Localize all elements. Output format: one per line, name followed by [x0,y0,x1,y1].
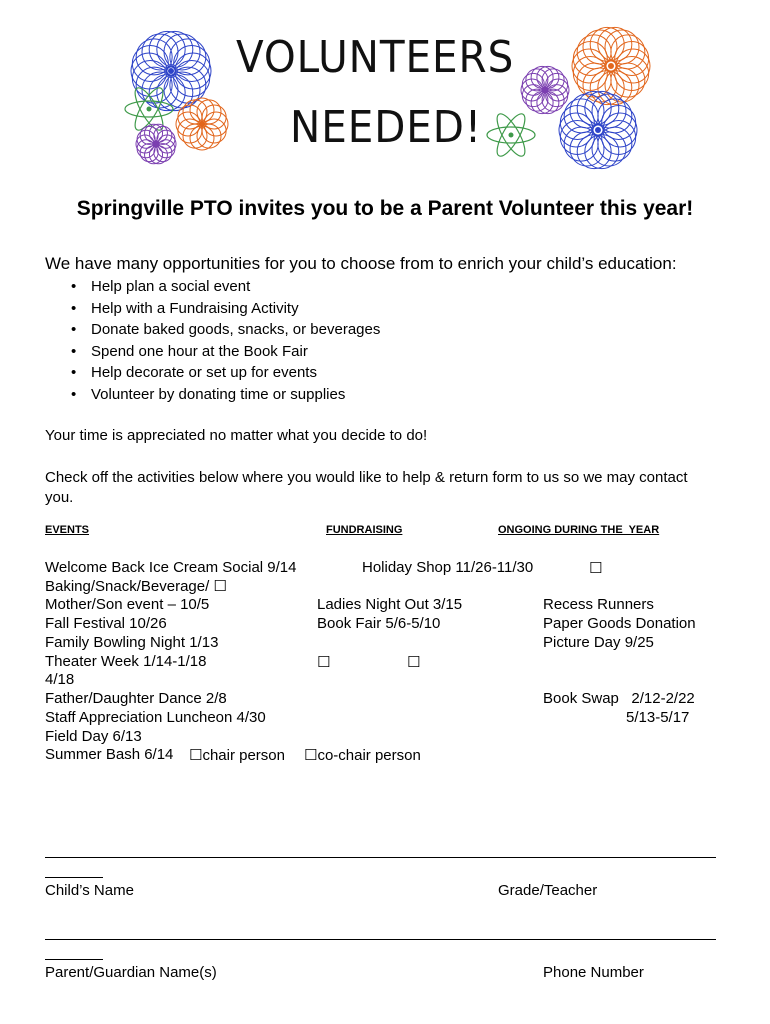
list-item: • Help plan a social event [45,276,380,298]
spirograph-purple-small-left [134,122,178,166]
child-name-label: Child’s Name [45,882,134,899]
ongoing-item-recess-runners[interactable]: Recess Runners [543,596,654,613]
ongoing-item-book-swap-dates[interactable]: 5/13-5/17 [626,709,690,726]
parent-name-label: Parent/Guardian Name(s) [45,964,217,981]
events-column-header: EVENTS [45,524,90,536]
list-item: • Help decorate or set up for events [45,362,380,384]
list-item: • Spend one hour at the Book Fair [45,341,380,363]
event-item[interactable]: Field Day 6/13 [45,728,142,745]
event-item[interactable]: 4/18 [45,671,75,688]
spirograph-orange-star-left [174,96,230,152]
spirograph-blue-large-right [556,88,640,172]
parent-name-line[interactable] [45,939,716,940]
fundraising-item-holiday-shop[interactable]: Holiday Shop 11/26-11/30 [362,559,534,576]
banner-title-line2: NEEDED! [290,102,483,153]
appreciation-text: Your time is appreciated no matter what you decide to do! [45,427,428,444]
child-name-underline [45,877,103,878]
event-item[interactable]: Father/Daughter Dance 2/8 [45,690,227,707]
event-item[interactable]: Mother/Son event – 10/5 [45,596,210,613]
ongoing-item-book-swap[interactable]: Book Swap 2/12-2/22 [543,690,695,707]
banner-title-line1: VOLUNTEERS [236,32,515,83]
fundraising-column-header: FUNDRAISING [326,524,403,536]
event-item[interactable]: Staff Appreciation Luncheon 4/30 [45,709,266,726]
ongoing-checkbox[interactable]: ☐ [589,560,603,577]
list-item: • Donate baked goods, snacks, or beverages [45,319,380,341]
page-headline: Springville PTO invites you to be a Parent Volunteer this year! [76,197,694,220]
co-chair-person-checkbox[interactable]: ☐co-chair person [304,747,421,764]
ongoing-column-header: ONGOING DURING THE YEAR [498,524,660,536]
phone-number-label: Phone Number [543,964,644,981]
instructions-line2: you. [45,489,74,506]
event-item[interactable]: Baking/Snack/Beverage/ ☐ [45,578,227,595]
event-item[interactable]: Summer Bash 6/14 [45,746,174,763]
ongoing-item-picture-day[interactable]: Picture Day 9/25 [543,634,654,651]
child-name-line[interactable] [45,857,716,858]
event-item[interactable]: Family Bowling Night 1/13 [45,634,219,651]
list-item: • Volunteer by donating time or supplies [45,384,380,406]
list-item: • Help with a Fundraising Activity [45,298,380,320]
event-item[interactable]: Fall Festival 10/26 [45,615,167,632]
event-item[interactable]: Welcome Back Ice Cream Social 9/14 [45,559,297,576]
fundraising-checkbox[interactable]: ☐ [407,654,421,671]
opportunity-list [45,276,380,406]
spirograph-green-atom-right [480,110,542,160]
fundraising-item-book-fair[interactable]: Book Fair 5/6-5/10 [317,615,441,632]
parent-name-underline [45,959,103,960]
ongoing-item-paper-goods[interactable]: Paper Goods Donation [543,615,696,632]
instructions-line1: Check off the activities below where you would like to help & return form to us so we may contact [45,469,688,486]
intro-text: We have many opportunities for you to choose from to enrich your child’s education: [45,254,677,273]
fundraising-item-ladies-night[interactable]: Ladies Night Out 3/15 [317,596,463,613]
fundraising-checkbox[interactable]: ☐ [317,654,331,671]
grade-teacher-label: Grade/Teacher [498,882,598,899]
chair-person-checkbox[interactable]: ☐chair person [189,747,285,764]
event-item[interactable]: Theater Week 1/14-1/18 [45,653,207,670]
